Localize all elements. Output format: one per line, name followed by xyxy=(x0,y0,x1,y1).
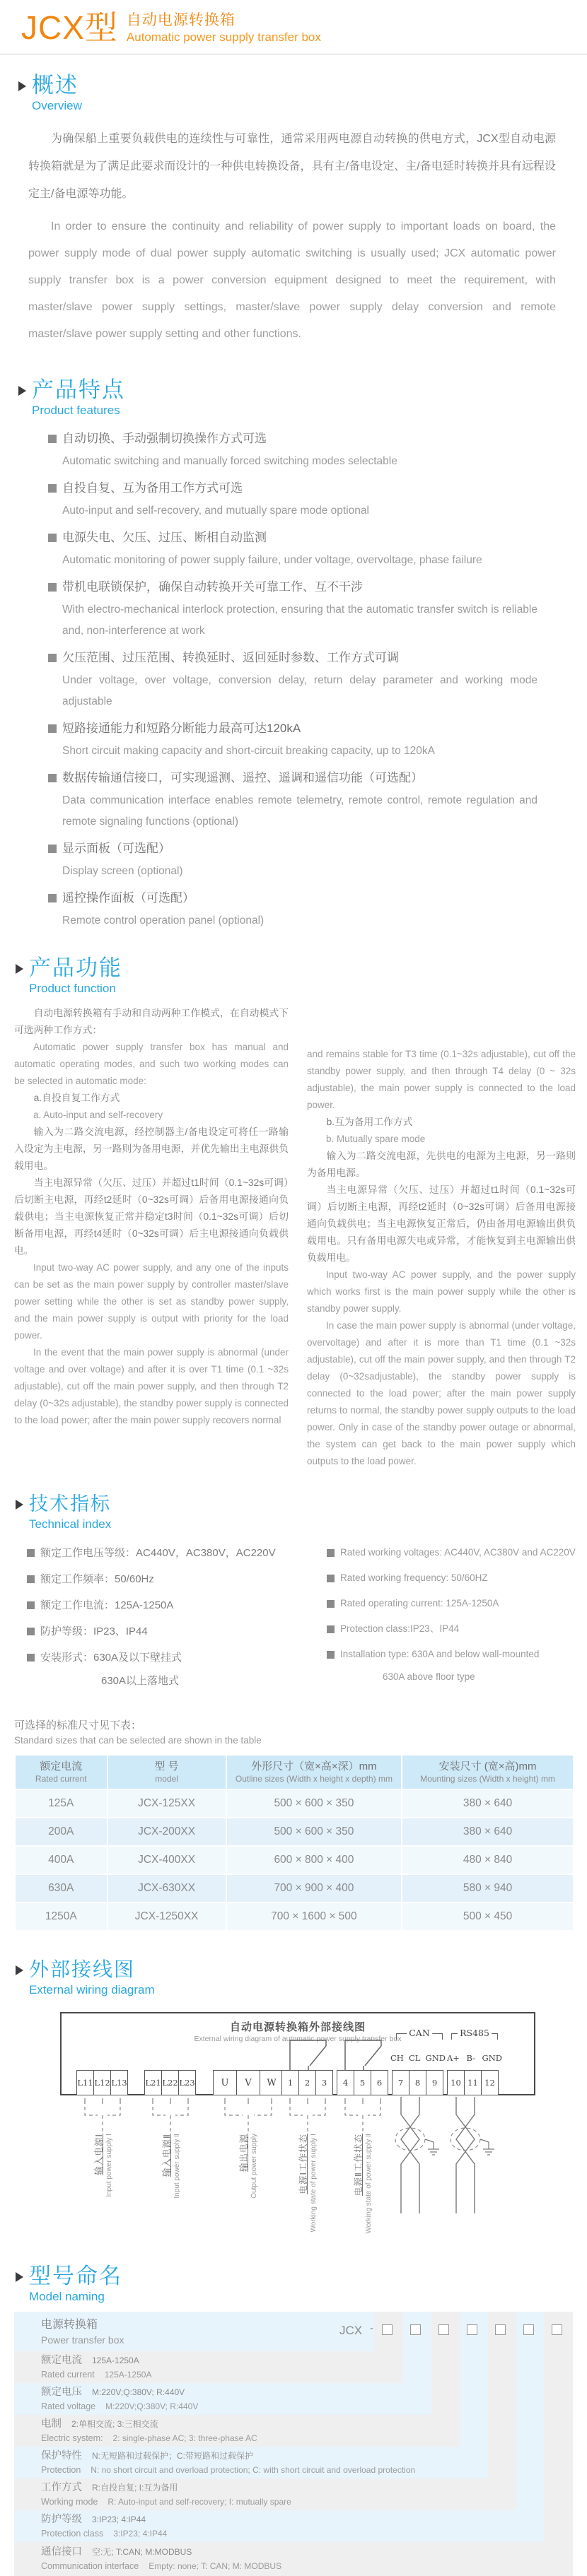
technical-text: Installation type: 630A and below wall-mounted 630A above floor type xyxy=(340,1647,539,1685)
square-bullet-icon xyxy=(327,1575,335,1582)
col-header-mounting-sizes: 安装尺寸 (宽×高)mm Mounting sizes (Width x height) mm xyxy=(402,1755,573,1789)
feature-zh: 带机电联锁保护，确保自动转换开关可靠工作、互不干涉 xyxy=(62,580,363,594)
terminal: 3 xyxy=(315,2070,333,2095)
wire-label-input1 xyxy=(93,2134,114,2240)
wire-label-input2 xyxy=(161,2134,182,2240)
terminal-group-input2 xyxy=(144,2070,196,2095)
naming-prefix: JCX xyxy=(339,2324,363,2337)
naming-codes-zh: 2:单相交流; 3:三相交流 xyxy=(71,2418,158,2429)
wire-label-state1 xyxy=(298,2134,318,2240)
section-naming-heading xyxy=(0,2264,587,2305)
technical-text: 额定工作电压等级：AC440V，AC380V，AC220V xyxy=(40,1547,276,1559)
naming-code-box xyxy=(495,2324,506,2335)
cell-model: JCX-400XX xyxy=(108,1847,226,1874)
naming-en: Rated voltage xyxy=(41,2401,96,2411)
product-model-title: JCX型 xyxy=(21,9,118,46)
code-column-strip xyxy=(516,2312,545,2542)
naming-en: Communication interface xyxy=(41,2561,139,2571)
group-leader-lines xyxy=(336,2097,390,2132)
wire-label-en: Working state of power supply Ⅱ xyxy=(365,2134,373,2234)
pin-label: A+ xyxy=(447,2053,460,2063)
rs485-bus-bracket xyxy=(451,2028,498,2040)
feature-item xyxy=(48,888,587,931)
naming-codes-zh: 空:无; T:CAN; M:MODBUS xyxy=(92,2547,192,2557)
technical-item xyxy=(327,1570,580,1586)
technical-text: 额定工作频率：50/60Hz xyxy=(40,1573,154,1585)
naming-zh: 电制 xyxy=(41,2418,62,2430)
twisted-pair-cable-rs485 xyxy=(441,2097,497,2213)
feature-zh: 自投自复、互为备用工作方式可选 xyxy=(62,481,243,495)
feature-en: Auto-input and self-recovery, and mutually spare mode optional xyxy=(62,505,369,517)
overview-paragraph-zh: 为确保船上重要负载供电的连续性与可靠性，通常采用两电源自动转换的供电方式，JCX型自动电源转换箱就是为了满足此要求而设计的一种供电转换设备，具有主/备电设定、主/备电延时转换并具有远程设定主/备电源等功能。 xyxy=(28,133,556,200)
cell-rated-current: 125A xyxy=(16,1790,107,1817)
feature-en: Automatic monitoring of power supply failure, under voltage, overvoltage, phase failure xyxy=(62,554,482,566)
wire-label-en: Output power supply xyxy=(250,2134,258,2199)
terminal: L21 xyxy=(144,2070,162,2095)
naming-codes-en: R: Auto-input and self-recovery; I: mutually spare xyxy=(107,2496,291,2507)
function-left-column xyxy=(14,1005,289,1470)
naming-codes-en: N: no short circuit and overload protection; C: with short circuit and overload protection xyxy=(91,2464,416,2475)
diagram-title-zh: 自动电源转换箱外部接线图 xyxy=(229,2021,366,2033)
table-row xyxy=(16,1903,573,1930)
terminal: 4 xyxy=(337,2070,354,2095)
table-row xyxy=(16,1818,573,1845)
wire-label-zh: 输出电源 xyxy=(239,2134,249,2172)
naming-codes-en: 2: single-phase AC; 3: three-phase AC xyxy=(112,2433,257,2443)
wire-label-en: Input power supply Ⅰ xyxy=(105,2134,113,2197)
feature-item xyxy=(48,577,587,642)
function-paragraph: Input two-way AC power supply, and any one of the inputs can be set as the main power supply by controller master/slave power setting while the other is set as standby power supply, and the main power supply is output with priority for the load power. xyxy=(14,1262,289,1341)
cell-outline-size: 500 × 600 × 350 xyxy=(227,1818,402,1845)
naming-en: Protection xyxy=(41,2464,81,2475)
naming-en: Electric system: xyxy=(41,2433,103,2443)
group-leader-lines xyxy=(144,2097,197,2132)
feature-en: Short circuit making capacity and short-circuit breaking capacity, up to 120kA xyxy=(62,745,435,757)
square-bullet-icon xyxy=(48,654,57,662)
technical-left-column xyxy=(27,1545,327,1699)
feature-zh: 自动切换、手动强制切换操作方式可选 xyxy=(62,432,267,445)
naming-code-box xyxy=(410,2324,421,2335)
square-bullet-icon xyxy=(327,1600,335,1608)
wire-label-en: Working state of power supply Ⅰ xyxy=(310,2134,318,2233)
function-subitem: b.互为备用工作方式 xyxy=(326,1117,413,1127)
function-paragraph: 输入为二路交流电源，先供电的电源为主电源，另一路则为备用电源。 xyxy=(307,1151,576,1178)
naming-row-product xyxy=(14,2312,375,2351)
section-arrow-icon xyxy=(16,1500,23,1510)
wiring-diagram xyxy=(0,2012,587,2259)
naming-row-working-mode xyxy=(14,2478,516,2510)
changeover-switch-icon xyxy=(337,2036,390,2070)
technical-text: 额定工作电流：125A-1250A xyxy=(40,1599,174,1611)
pin-label: CH xyxy=(390,2053,404,2063)
col-header-rated-current: 额定电流 Rated current xyxy=(16,1755,107,1789)
product-title-zh: 自动电源转换箱 xyxy=(126,12,236,28)
square-bullet-icon xyxy=(48,724,57,733)
cell-outline-size: 700 × 900 × 400 xyxy=(227,1875,402,1902)
features-title-zh: 产品特点 xyxy=(32,377,125,402)
terminal: L13 xyxy=(110,2070,128,2095)
twisted-pair-cable-can xyxy=(385,2097,442,2213)
feature-item xyxy=(48,647,587,712)
product-header xyxy=(0,0,587,45)
cell-rated-current: 630A xyxy=(16,1875,107,1902)
naming-row-communication xyxy=(14,2542,573,2576)
cell-mounting-size: 500 × 450 xyxy=(402,1903,573,1930)
table-row xyxy=(16,1847,573,1874)
terminal: 5 xyxy=(354,2070,371,2095)
naming-codes-zh: N:无短路和过载保护；C:带短路和过载保护 xyxy=(92,2450,254,2461)
wire-label-zh: 输入电源Ⅰ xyxy=(94,2134,104,2175)
wire-label-zh: 电源Ⅰ工作状态 xyxy=(298,2134,308,2194)
terminal: L23 xyxy=(178,2070,196,2095)
terminal-group-state2 xyxy=(337,2070,388,2095)
naming-zh: 防护等级 xyxy=(41,2513,82,2525)
terminal: 9 xyxy=(426,2070,443,2095)
naming-en: Protection class xyxy=(41,2528,104,2539)
section-wiring-heading xyxy=(0,1957,587,1998)
section-arrow-icon xyxy=(16,964,23,974)
technical-item xyxy=(327,1647,580,1685)
feature-en: Under voltage, over voltage, conversion delay, return delay parameter and working mode adjustable xyxy=(62,674,537,707)
function-columns xyxy=(0,996,587,1470)
naming-title-zh: 型号命名 xyxy=(29,2264,122,2288)
wire-label-zh: 电源Ⅱ工作状态 xyxy=(354,2134,364,2196)
naming-zh: 额定电流 xyxy=(41,2354,82,2366)
square-bullet-icon xyxy=(327,1625,335,1633)
naming-en: Rated current xyxy=(41,2369,95,2380)
feature-item xyxy=(48,527,587,571)
overview-paragraph-en: In order to ensure the continuity and reliability of power supply to important loads on board, the power supply mode of dual power supply automatic switching is usually used; JCX automatic power supply transfer box is a power conversion equipment designed to meet the requirement, with master/slave power supply settings, master/slave power supply delay conversion and remote master/slave power supply setting and other functions. xyxy=(28,220,556,340)
feature-zh: 短路接通能力和短路分断能力最高可达120kA xyxy=(62,722,301,735)
technical-item xyxy=(27,1649,327,1689)
naming-zh: 额定电压 xyxy=(41,2386,82,2398)
feature-en: Display screen (optional) xyxy=(62,865,183,877)
technical-text: Rated operating current: 125A-1250A xyxy=(340,1598,499,1608)
terminal: 8 xyxy=(409,2070,426,2095)
diagram-title-en: External wiring diagram of automatic power supply transfer box xyxy=(194,2035,402,2043)
feature-zh: 显示面板（可选配） xyxy=(62,842,170,855)
naming-title-en: Model naming xyxy=(29,2290,105,2303)
terminal: W xyxy=(260,2070,284,2095)
function-paragraph: 当主电源异常（欠压、过压）并超过t1时间（0.1~32s可调）后切断主电源，再经t2延时（0~32s可调）后备用电源接通向负载供电；当主电源恢复正常并稳定t3时间（0.1~32s可调）后切断备用电源，再经t4延时（0~32s可调）后主电源接通向负载供电。 xyxy=(14,1177,289,1256)
naming-codes-zh: R:自投自复; I:互为备用 xyxy=(92,2482,178,2493)
naming-code-box xyxy=(523,2324,534,2335)
terminal: 7 xyxy=(392,2070,409,2095)
technical-text-line2: 630A above floor type xyxy=(383,1671,475,1682)
function-paragraph: In case the main power supply is abnormal (under voltage, overvoltage) and after it is more than T1 time (0.1 ~32s adjustable), cut off the main power supply, and then through T2 delay (0~32sadjustable), the standby power supply is connected to the load power; after the main power supply returns to normal, the standby power supply outputs to the load power. Only in case of the standby power outage or abnormal, the system can get back to the main power supply which outputs to the load power. xyxy=(307,1320,576,1466)
table-row xyxy=(16,1875,573,1902)
rs485-bus-label: RS485 xyxy=(458,2028,492,2038)
function-paragraph: 输入为二路交流电源，经控制器主/备电设定可将任一路输入设定为主电源，另一路则为备用电源，并优先输出主电源供负载用电。 xyxy=(14,1127,289,1171)
cell-outline-size: 700 × 1600 × 500 xyxy=(227,1903,402,1930)
terminal: L12 xyxy=(93,2070,111,2095)
technical-item xyxy=(327,1596,580,1611)
technical-title-en: Technical index xyxy=(29,1517,112,1531)
naming-codes-zh: 3:IP23; 4:IP44 xyxy=(92,2514,146,2524)
function-subitem: a. Auto-input and self-recovery xyxy=(33,1110,163,1120)
sizes-note-zh: 可选择的标准尺寸见下表： xyxy=(14,1719,142,1731)
section-arrow-icon xyxy=(18,386,26,396)
function-paragraph: Automatic power supply transfer box has manual and automatic operating modes, and such two working modes can be selected in automatic mode: xyxy=(14,1042,289,1086)
terminal: 12 xyxy=(481,2070,499,2095)
function-paragraph: In the event that the main power supply is abnormal (under voltage and over voltage) and after it is over T1 time (0.1 ~32s adjustable), cut off the main power supply, and then through T2 delay (0~32s adjustable), the standby power supply is connected to the load power; after the main power supply recovers normal xyxy=(14,1347,289,1425)
square-bullet-icon xyxy=(27,1654,35,1662)
function-subitem: a.自投自复工作方式 xyxy=(33,1093,120,1103)
section-arrow-icon xyxy=(16,1965,23,1975)
terminal-group-output xyxy=(213,2070,284,2095)
technical-columns xyxy=(0,1532,587,1699)
square-bullet-icon xyxy=(48,484,57,493)
feature-item xyxy=(48,767,587,833)
square-bullet-icon xyxy=(27,1549,35,1557)
product-subtitle-block xyxy=(127,10,321,45)
naming-row-protection xyxy=(14,2447,488,2478)
can-bus-bracket xyxy=(396,2028,443,2040)
cell-rated-current: 1250A xyxy=(16,1903,107,1930)
technical-text: 防护等级：IP23、IP44 xyxy=(40,1625,148,1637)
terminal-group-input1 xyxy=(76,2070,128,2095)
feature-item xyxy=(48,478,587,522)
technical-text: Rated working frequency: 50/60HZ xyxy=(340,1572,488,1583)
function-paragraph: 当主电源异常（欠压、过压）并超过t1时间（0.1~32s可调）后切断主电源，再经t2延时（0~32s可调）后备用电源接通向负载供电；当主电源恢复正常后，仍由备用电源输出供负载用电。只有备用电源失电或异常，才能恢复到主电源输出供负载用电。 xyxy=(307,1184,576,1263)
naming-codes-en: 3:IP23; 4:IP44 xyxy=(113,2528,168,2539)
naming-code-box xyxy=(382,2324,393,2335)
technical-item xyxy=(327,1621,580,1637)
naming-code-box xyxy=(552,2324,562,2335)
terminal: 11 xyxy=(464,2070,482,2095)
naming-codes-en: Empty: none; T: CAN; M: MODBUS xyxy=(149,2561,282,2571)
section-features-heading xyxy=(0,377,587,418)
pin-label: B- xyxy=(466,2053,476,2063)
group-leader-lines xyxy=(76,2097,129,2132)
naming-en: Power transfer box xyxy=(41,2334,124,2346)
section-overview-heading xyxy=(0,73,587,114)
feature-item xyxy=(48,718,587,762)
technical-item xyxy=(327,1545,580,1560)
naming-codes-zh: M:220V;Q:380V; R:440V xyxy=(92,2387,185,2397)
overview-title-en: Overview xyxy=(32,99,82,112)
feature-item xyxy=(48,838,587,882)
square-bullet-icon xyxy=(48,845,57,853)
sizes-note-en: Standard sizes that can be selected are shown in the table xyxy=(14,1735,262,1746)
model-naming-table xyxy=(14,2312,573,2576)
features-list xyxy=(0,428,587,931)
feature-en: Data communication interface enables remote telemetry, remote control, remote regulation and remote signaling functions (optional) xyxy=(62,794,537,828)
technical-item xyxy=(27,1545,327,1561)
square-bullet-icon xyxy=(327,1651,335,1659)
naming-code-box xyxy=(467,2324,477,2335)
naming-codes-en: M:220V;Q:380V; R:440V xyxy=(105,2401,199,2411)
technical-text: Rated working voltages: AC440V, AC380V and AC220V xyxy=(340,1547,576,1558)
cell-model: JCX-200XX xyxy=(108,1818,226,1845)
square-bullet-icon xyxy=(48,583,57,592)
naming-codes-zh: 125A-1250A xyxy=(92,2355,139,2365)
technical-right-column xyxy=(327,1545,580,1699)
function-right-column xyxy=(307,1005,576,1470)
section-arrow-icon xyxy=(18,81,26,91)
naming-row-rated-voltage xyxy=(14,2383,431,2415)
can-pin-labels xyxy=(390,2053,446,2063)
technical-title-zh: 技术指标 xyxy=(29,1493,111,1515)
cell-outline-size: 500 × 600 × 350 xyxy=(227,1790,402,1817)
technical-item xyxy=(27,1571,327,1587)
product-title-en: Automatic power supply transfer box xyxy=(126,30,321,44)
square-bullet-icon xyxy=(48,534,57,542)
square-bullet-icon xyxy=(27,1601,35,1609)
terminal-group-rs485 xyxy=(447,2070,499,2095)
wire-label-state2 xyxy=(353,2134,373,2240)
naming-row-electric-system xyxy=(14,2415,460,2447)
terminal-group-can xyxy=(392,2070,443,2095)
feature-zh: 电源失电、欠压、过压、断相自动监测 xyxy=(62,531,267,544)
terminal: V xyxy=(236,2070,260,2095)
features-title-en: Product features xyxy=(32,404,120,417)
square-bullet-icon xyxy=(48,774,57,782)
section-arrow-icon xyxy=(16,2272,23,2282)
col-header-model: 型 号 model xyxy=(108,1755,226,1789)
cell-rated-current: 400A xyxy=(16,1847,107,1874)
wiring-title-zh: 外部接线图 xyxy=(29,1958,136,1980)
cell-model: JCX-1250XX xyxy=(108,1903,226,1930)
code-column-strip xyxy=(545,2312,573,2576)
square-bullet-icon xyxy=(48,435,57,443)
function-paragraph: 自动电源转换箱有手动和自动两种工作模式，在自动模式下可选两种工作方式： xyxy=(14,1008,289,1035)
technical-text-line2: 630A以上落地式 xyxy=(101,1675,180,1687)
feature-zh: 欠压范围、过压范围、转换延时、返回延时参数、工作方式可调 xyxy=(62,651,399,664)
feature-en: With electro-mechanical interlock protection, ensuring that the automatic transfer switch is reliable and, non-interference at work xyxy=(62,604,537,637)
terminal: 1 xyxy=(281,2070,299,2095)
table-row xyxy=(16,1790,573,1817)
cell-rated-current: 200A xyxy=(16,1818,107,1845)
naming-zh: 通信接口 xyxy=(41,2546,82,2558)
terminal: 6 xyxy=(371,2070,388,2095)
terminal: 10 xyxy=(447,2070,465,2095)
col-header-outline-sizes: 外形尺寸（宽×高×深）mm Outline sizes (Width x height x depth) mm xyxy=(227,1755,402,1789)
technical-item xyxy=(27,1597,327,1613)
feature-item xyxy=(48,428,587,472)
cell-model: JCX-125XX xyxy=(108,1790,226,1817)
section-technical-heading xyxy=(0,1491,587,1532)
section-function-heading xyxy=(0,955,587,996)
square-bullet-icon xyxy=(48,894,57,902)
naming-en: Working mode xyxy=(41,2496,98,2507)
cell-model: JCX-630XX xyxy=(108,1875,226,1902)
overview-title-zh: 概述 xyxy=(32,73,79,98)
technical-text: Protection class:IP23、IP44 xyxy=(340,1623,460,1634)
feature-zh: 数据传输通信接口，可实现遥测、遥控、遥调和遥信功能（可选配） xyxy=(62,771,423,784)
cell-mounting-size: 380 × 640 xyxy=(402,1790,573,1817)
function-title-en: Product function xyxy=(29,982,116,995)
cell-mounting-size: 380 × 640 xyxy=(402,1818,573,1845)
cell-mounting-size: 580 × 940 xyxy=(402,1875,573,1902)
function-title-zh: 产品功能 xyxy=(29,955,122,980)
standard-sizes-table xyxy=(14,1754,574,1931)
square-bullet-icon xyxy=(27,1575,35,1583)
terminal: L11 xyxy=(76,2070,94,2095)
feature-en: Remote control operation panel (optional) xyxy=(62,914,265,927)
terminal: 2 xyxy=(298,2070,316,2095)
group-leader-lines xyxy=(281,2097,335,2132)
technical-item xyxy=(27,1623,327,1640)
wire-label-zh: 输入电源Ⅱ xyxy=(162,2134,172,2177)
naming-zh: 保护特性 xyxy=(41,2449,82,2462)
naming-zh: 工作方式 xyxy=(41,2481,82,2493)
naming-code-box xyxy=(438,2324,449,2335)
function-paragraph: and remains stable for T3 time (0.1~32s adjustable), cut off the standby power supply, and then through T4 delay (0 ~ 32s adjustable), the main power supply is connected to the load power. xyxy=(307,1049,576,1110)
wiring-title-en: External wiring diagram xyxy=(29,1983,155,1996)
naming-row-rated-current xyxy=(14,2351,403,2383)
terminal: L22 xyxy=(161,2070,179,2095)
changeover-switch-icon xyxy=(281,2036,335,2070)
terminal: U xyxy=(213,2070,237,2095)
wire-label-output xyxy=(238,2134,259,2240)
technical-text: 安装形式：630A及以下壁挂式 630A以上落地式 xyxy=(40,1649,182,1689)
square-bullet-icon xyxy=(327,1549,335,1557)
terminal-group-state1 xyxy=(281,2070,333,2095)
pin-label: GND xyxy=(482,2053,502,2063)
feature-en: Automatic switching and manually forced switching modes selectable xyxy=(62,455,397,467)
naming-codes-en: 125A-1250A xyxy=(104,2369,152,2380)
function-paragraph: Input two-way AC power supply, and the power supply which works first is the main power supply while the other is standby power supply. xyxy=(307,1269,576,1314)
function-subitem: b. Mutually spare mode xyxy=(326,1134,426,1144)
naming-zh: 电源转换箱 xyxy=(41,2318,98,2331)
cell-mounting-size: 480 × 840 xyxy=(402,1847,573,1874)
naming-row-protection-class xyxy=(14,2510,545,2542)
naming-minus: - xyxy=(370,2322,373,2334)
pin-label: CL xyxy=(408,2053,421,2063)
wire-label-en: Input power supply Ⅱ xyxy=(173,2134,181,2199)
table-header-row xyxy=(16,1755,573,1789)
pin-label: GND xyxy=(425,2053,446,2063)
rs485-pin-labels xyxy=(447,2053,502,2063)
cell-outline-size: 600 × 800 × 400 xyxy=(227,1847,402,1874)
square-bullet-icon xyxy=(27,1628,35,1635)
can-bus-label: CAN xyxy=(407,2028,432,2038)
feature-zh: 遥控操作面板（可选配） xyxy=(62,891,194,905)
group-leader-lines xyxy=(213,2097,284,2132)
